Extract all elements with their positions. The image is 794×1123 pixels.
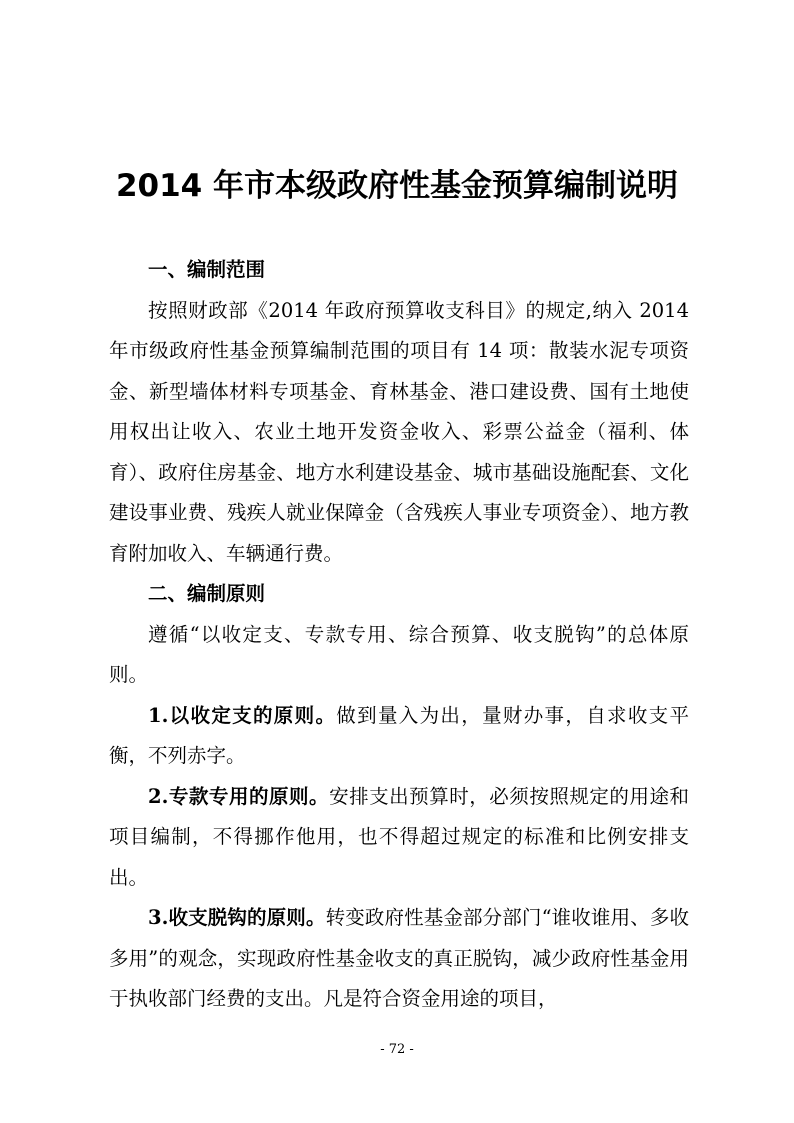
principle-text: 做到量入为出，量财办事，自求收支平衡，不列赤字。 <box>109 703 689 767</box>
principle-item <box>109 898 689 1020</box>
section-heading-principles: 二、编制原则 <box>148 582 266 605</box>
principle-lead: 2.专款专用的原则。 <box>148 784 330 808</box>
document-title: 2014 年市本级政府性基金预算编制说明 <box>115 168 679 204</box>
principle-item <box>109 777 689 899</box>
scope-paragraph: 按照财政部《2014 年政府预算收支科目》的规定,纳入 2014 年市级政府性基金预算编制范围的项目有 14 项：散装水泥专项资金、新型墙体材料专项基金、育林基金、港口建设费、国有土地使用权出让收入、农业土地开发资金收入、彩票公益金（福利、体育）、政府住房基金、地方水利建设基金、城市基础设施配套、文化建设事业费、残疾人就业保障金（含残疾人事业专项资金）、地方教育附加收入、车辆通行费。 <box>109 298 689 565</box>
principle-lead: 1.以收定支的原则。 <box>148 703 337 727</box>
principles-intro: 遵循“以收定支、专款专用、综合预算、收支脱钩”的总体原则。 <box>109 622 689 686</box>
page-number: - 72 - <box>380 1042 414 1057</box>
section-heading-scope: 一、编制范围 <box>148 258 266 281</box>
principle-item <box>109 696 689 777</box>
principle-text: 安排支出预算时，必须按照规定的用途和项目编制，不得挪作他用，也不得超过规定的标准和比例安排支出。 <box>109 784 689 889</box>
principle-lead: 3.收支脱钩的原则。 <box>148 906 326 929</box>
document-body <box>109 250 689 1020</box>
principle-text: 转变政府性基金部分部门“谁收谁用、多收多用”的观念，实现政府性基金收支的真正脱钩，减少政府性基金用于执收部门经费的支出。凡是符合资金用途的项目， <box>109 906 689 1010</box>
